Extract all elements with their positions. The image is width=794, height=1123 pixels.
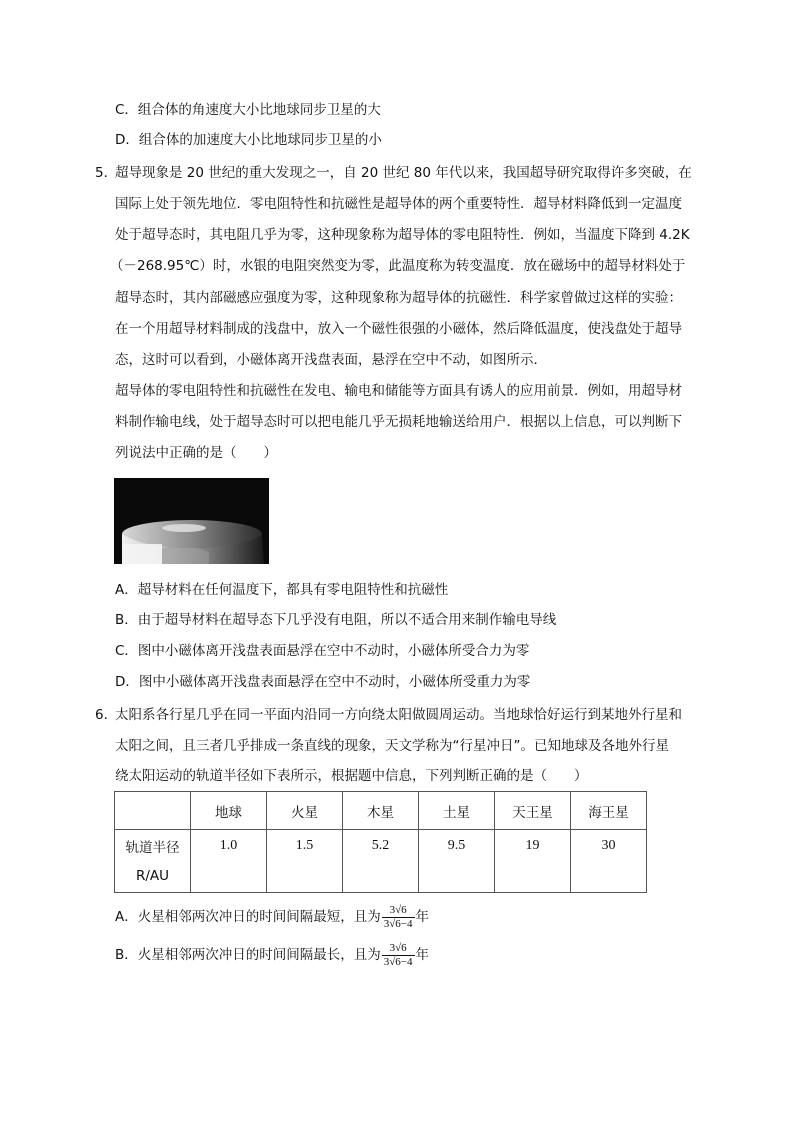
q5-line-9: 料制作输电线，处于超导态时可以把电能几乎无损耗地输送给用户．根据以上信息，可以判断下: [115, 414, 682, 430]
q6-option-b: [115, 938, 429, 972]
q5-line-2: 国际上处于领先地位．零电阻特性和抗磁性是超导体的两个重要特性．超导材料降低到一定温度: [115, 196, 682, 212]
q5-line-3: 处于超导态时，其电阻几乎为零，这种现象称为超导体的零电阻特性．例如，当温度下降到 4.2K: [115, 227, 690, 243]
fraction-numerator: 3√6: [382, 942, 415, 956]
fraction-denominator: 3√6−4: [383, 955, 413, 968]
fraction: [382, 942, 415, 969]
table-header-cell: 海王星: [571, 792, 647, 830]
q5-line-7: 态，这时可以看到，小磁体离开浅盘表面，悬浮在空中不动，如图所示．: [115, 352, 547, 368]
table-header-cell: [115, 792, 191, 830]
table-row: [115, 830, 647, 893]
table-header-row: [115, 792, 647, 830]
levitation-photo: [114, 478, 269, 564]
table-header-cell: 火星: [267, 792, 343, 830]
q4-option-c: C．组合体的角速度大小比地球同步卫星的大: [115, 102, 381, 118]
q5-line-8: 超导体的零电阻特性和抗磁性在发电、输电和储能等方面具有诱人的应用前景．例如，用超导材: [115, 383, 682, 399]
q5-line-10: 列说法中正确的是（ ）: [115, 445, 277, 461]
q6-line-1: 太阳系各行星几乎在同一平面内沿同一方向绕太阳做圆周运动。当地球恰好运行到某地外行星和: [115, 707, 682, 723]
q6-option-a-text: A．火星相邻两次冲日的时间间隔最短，且为: [115, 909, 381, 925]
levitation-photo-graphic: [114, 478, 269, 564]
table-cell: 5.2: [343, 830, 419, 893]
q5-line-1: 超导现象是 20 世纪的重大发现之一，自 20 世纪 80 年代以来，我国超导研究取得许多突破，在: [115, 165, 692, 181]
year-unit: 年: [415, 947, 430, 963]
q5-option-a: A．超导材料在任何温度下，都具有零电阻特性和抗磁性: [115, 582, 449, 598]
orbit-radius-table: [114, 791, 647, 893]
table-cell: 1.0: [191, 830, 267, 893]
q5-line-5: 超导态时，其内部磁感应强度为零，这种现象称为超导体的抗磁性．科学家曾做过这样的实验：: [115, 290, 682, 306]
q6-number: 6．: [95, 707, 118, 723]
q6-option-a: [115, 900, 429, 934]
fraction-numerator: 3√6: [382, 904, 415, 918]
q5-option-d: D．图中小磁体离开浅盘表面悬浮在空中不动时，小磁体所受重力为零: [115, 674, 531, 690]
fraction-denominator: 3√6−4: [383, 917, 413, 930]
table-cell: 1.5: [267, 830, 343, 893]
table-cell: 9.5: [419, 830, 495, 893]
q5-line-6: 在一个用超导材料制成的浅盘中，放入一个磁性很强的小磁体，然后降低温度，使浅盘处于超导: [115, 321, 682, 337]
q6-line-2: 太阳之间，且三者几乎排成一条直线的现象，天文学称为“行星冲日”。已知地球及各地外行星: [115, 738, 669, 754]
year-unit: 年: [415, 909, 429, 925]
q4-option-d: D．组合体的加速度大小比地球同步卫星的小: [115, 132, 382, 148]
table-cell: 30: [571, 830, 647, 893]
fraction: [382, 904, 415, 931]
q6-line-3: 绕太阳运动的轨道半径如下表所示，根据题中信息，下列判断正确的是（ ）: [115, 768, 588, 784]
q5-line-4: （－268.95℃）时，水银的电阻突然变为零，此温度称为转变温度．放在磁场中的超导材料处于: [110, 258, 686, 274]
table-header-cell: 木星: [343, 792, 419, 830]
q5-option-b: B．由于超导材料在超导态下几乎没有电阻，所以不适合用来制作输电导线: [115, 612, 557, 628]
q6-option-b-text: B．火星相邻两次冲日的时间间隔最长，且为: [115, 947, 381, 963]
q5-option-c: C．图中小磁体离开浅盘表面悬浮在空中不动时，小磁体所受合力为零: [115, 643, 530, 659]
table-header-cell: 地球: [191, 792, 267, 830]
row-label-line-2: R/AU: [135, 868, 170, 884]
table-header-cell: 土星: [419, 792, 495, 830]
row-label-line-1: 轨道半径: [125, 840, 180, 856]
q5-number: 5．: [95, 165, 118, 181]
row-label-cell: [115, 830, 191, 893]
table-cell: 19: [495, 830, 571, 893]
table-header-cell: 天王星: [495, 792, 571, 830]
